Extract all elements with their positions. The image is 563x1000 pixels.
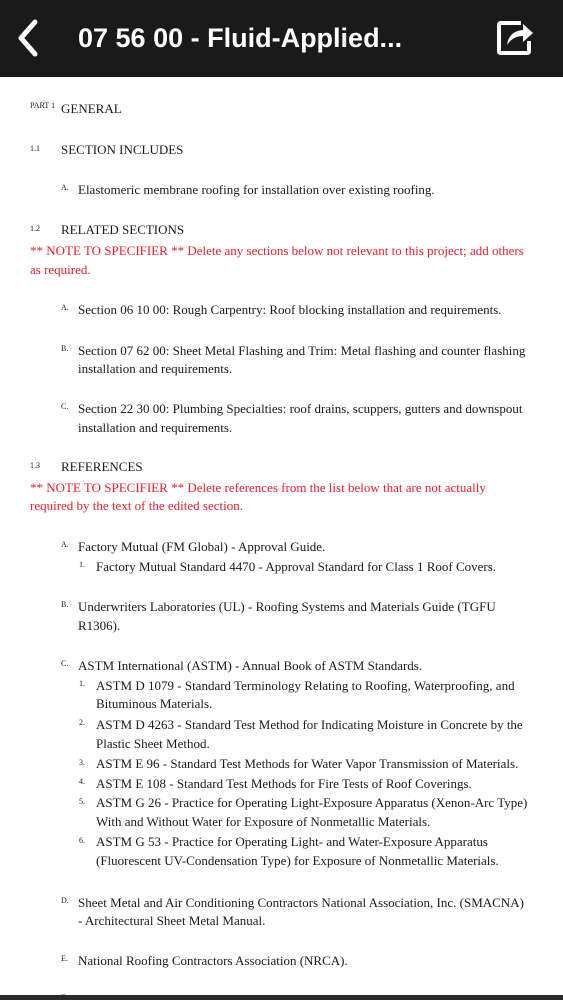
- list-item: ASTM International (ASTM) - Annual Book of ASTM Standards.: [78, 658, 423, 673]
- part-title: GENERAL: [61, 101, 122, 116]
- page-title: 07 56 00 - Fluid-Applied...: [78, 23, 403, 53]
- list-item: ASTM G 53 - Practice for Operating Light- and Water-Exposure Apparatus: [96, 834, 488, 849]
- list-marker: E.: [61, 954, 68, 963]
- list-item: Plastic Sheet Method.: [96, 736, 210, 751]
- specifier-note: ** NOTE TO SPECIFIER ** Delete any sections below not relevant to this project; add others: [30, 243, 524, 258]
- list-item: installation and requirements.: [78, 361, 233, 376]
- list-item: ASTM E 108 - Standard Test Methods for Fire Tests of Roof Coverings.: [96, 776, 472, 791]
- list-marker: 1.: [79, 560, 85, 569]
- list-item: (Fluorescent UV-Condensation Type) for Exposure of Nonmetallic Materials.: [96, 853, 499, 868]
- chevron-left-icon: [13, 16, 43, 60]
- list-item: National Roofing Contractors Association (NRCA).: [78, 953, 348, 968]
- list-item: - Architectural Sheet Metal Manual.: [78, 913, 266, 928]
- list-item: Section 06 10 00: Rough Carpentry: Roof blocking installation and requirements.: [78, 302, 502, 317]
- list-marker: 1.: [79, 679, 85, 688]
- list-item: R1306).: [78, 618, 121, 633]
- list-marker: B.: [61, 344, 69, 353]
- navigation-bar: [0, 0, 563, 77]
- list-item: Section 22 30 00: Plumbing Specialties: roof drains, scuppers, gutters and downspout: [78, 401, 523, 416]
- list-item: Underwriters Laboratories (UL) - Roofing Systems and Materials Guide (TGFU: [78, 599, 496, 614]
- list-item: ASTM D 4263 - Standard Test Method for Indicating Moisture in Concrete by the: [96, 717, 523, 732]
- list-item: Sheet Metal and Air Conditioning Contractors National Association, Inc. (SMACNA): [78, 895, 524, 910]
- bottom-toolbar-edge: [0, 995, 563, 1000]
- list-item: With and Without Water for Exposure of Nonmetallic Materials.: [96, 814, 431, 829]
- list-marker: 3.: [79, 758, 85, 767]
- list-marker: D.: [61, 896, 69, 905]
- share-icon: [495, 15, 537, 57]
- section-number: 1.3: [30, 461, 40, 470]
- list-item: Bituminous Materials.: [96, 696, 213, 711]
- list-marker: 6.: [79, 836, 85, 845]
- list-item: ASTM E 96 - Standard Test Methods for Water Vapor Transmission of Materials.: [96, 756, 519, 771]
- specifier-note: as required.: [30, 262, 91, 277]
- specifier-note: required by the text of the edited section.: [30, 498, 243, 513]
- document-view[interactable]: [0, 77, 563, 1000]
- list-item: Factory Mutual Standard 4470 - Approval Standard for Class 1 Roof Covers.: [96, 559, 497, 574]
- section-number: 1.1: [30, 144, 40, 153]
- list-item: Factory Mutual (FM Global) - Approval Guide.: [78, 539, 326, 554]
- share-button[interactable]: [492, 12, 540, 60]
- back-button[interactable]: [8, 14, 48, 62]
- specifier-note: ** NOTE TO SPECIFIER ** Delete references from the list below that are not actually: [30, 480, 486, 495]
- list-item: installation and requirements.: [78, 420, 233, 435]
- section-title: SECTION INCLUDES: [61, 142, 184, 157]
- list-marker: 5.: [79, 797, 85, 806]
- list-marker: A.: [61, 303, 69, 312]
- list-marker: C.: [61, 402, 69, 411]
- list-item: Elastomeric membrane roofing for installation over existing roofing.: [78, 182, 435, 197]
- list-marker: A.: [61, 540, 69, 549]
- list-marker: 2.: [79, 718, 85, 727]
- list-marker: B.: [61, 600, 69, 609]
- list-item: ASTM D 1079 - Standard Terminology Relating to Roofing, Waterproofing, and: [96, 678, 515, 693]
- list-item: ASTM G 26 - Practice for Operating Light-Exposure Apparatus (Xenon-Arc Type): [96, 795, 528, 810]
- list-marker: 4.: [79, 777, 85, 786]
- part-label: PART 1: [30, 101, 56, 110]
- list-item: Section 07 62 00: Sheet Metal Flashing and Trim: Metal flashing and counter flashing: [78, 343, 526, 358]
- list-marker: C.: [61, 659, 69, 668]
- list-marker: A.: [61, 183, 69, 192]
- section-title: REFERENCES: [61, 459, 143, 474]
- section-number: 1.2: [30, 224, 40, 233]
- section-title: RELATED SECTIONS: [61, 222, 185, 237]
